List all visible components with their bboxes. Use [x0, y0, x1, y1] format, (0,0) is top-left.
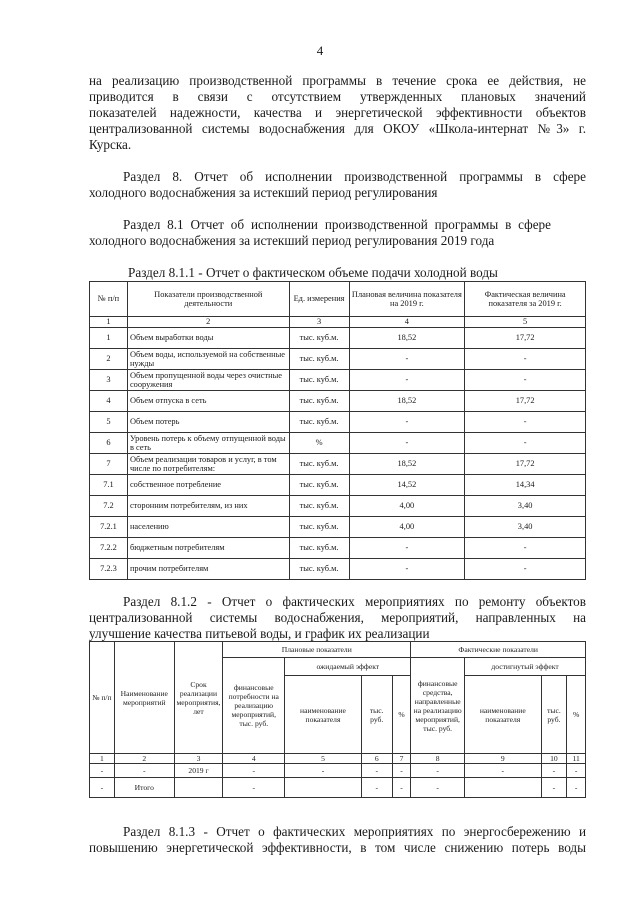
indicator-name: Объем пропущенной воды через очистные сооружения — [127, 370, 289, 391]
unit: тыс. куб.м. — [289, 538, 349, 559]
header-thous-rub: тыс. руб. — [361, 676, 392, 754]
header-cell: Ед. измерения — [289, 282, 349, 317]
fact-value: 17,72 — [465, 328, 586, 349]
unit: тыс. куб.м. — [289, 517, 349, 538]
table-body — [90, 754, 586, 798]
fact-value: - — [465, 433, 586, 454]
indicator-name: Объем выработки воды — [127, 328, 289, 349]
header-cell: Плановая величина показателя на 2019 г. — [349, 282, 465, 317]
column-number-row — [90, 317, 586, 328]
column-number-row — [90, 754, 586, 764]
table-row — [90, 496, 586, 517]
plan-value: 14,52 — [349, 475, 465, 496]
indicator-name: населению — [127, 517, 289, 538]
header-indicator-name: наименование показателя — [465, 676, 541, 754]
header-indicator-name: наименование показателя — [285, 676, 361, 754]
table-row — [90, 454, 586, 475]
table-cell: - — [411, 778, 465, 798]
column-number: 3 — [289, 317, 349, 328]
section-8-heading-cont: холодного водоснабжения за истекший период регулирования — [89, 185, 438, 200]
table-row — [90, 349, 586, 370]
table-cell — [465, 778, 541, 798]
table-cell: 6 — [361, 754, 392, 764]
table-cell: 8 — [411, 754, 465, 764]
indicator-name: Уровень потерь к объему отпущенной воды в сеть — [127, 433, 289, 454]
fact-value: - — [465, 370, 586, 391]
row-number: 7 — [90, 454, 128, 475]
fact-value: - — [465, 559, 586, 580]
section-8-1-2-heading: Раздел 8.1.2 - Отчет о фактических мероприятиях по ремонту объектов — [123, 594, 586, 609]
table-row — [90, 764, 586, 778]
row-number: 7.2.2 — [90, 538, 128, 559]
table-row — [90, 391, 586, 412]
unit: тыс. куб.м. — [289, 475, 349, 496]
indicator-name: Объем воды, используемой на собственные нужды — [127, 349, 289, 370]
table-cell: - — [411, 764, 465, 778]
table-cell: 5 — [285, 754, 361, 764]
row-number: 7.2 — [90, 496, 128, 517]
table-row — [90, 559, 586, 580]
table-header-row — [90, 282, 586, 317]
indicator-name: прочим потребителям — [127, 559, 289, 580]
row-number: 6 — [90, 433, 128, 454]
header-fact: Фактические показатели — [411, 642, 586, 658]
indicator-name: бюджетным потребителям — [127, 538, 289, 559]
total-row — [90, 778, 586, 798]
row-number: 7.2.1 — [90, 517, 128, 538]
table-row — [90, 517, 586, 538]
header-cell: № п/п — [90, 282, 128, 317]
table-row — [90, 370, 586, 391]
intro-line: Курска. — [89, 137, 132, 152]
fact-value: - — [465, 538, 586, 559]
table-cell: - — [567, 764, 586, 778]
header-percent: % — [567, 676, 586, 754]
header-expected-effect: ожидаемый эффект — [285, 658, 411, 676]
plan-value: - — [349, 412, 465, 433]
unit: тыс. куб.м. — [289, 496, 349, 517]
row-number: 3 — [90, 370, 128, 391]
column-number: 1 — [90, 317, 128, 328]
table-cell: 4 — [223, 754, 285, 764]
table-cell: 3 — [174, 754, 223, 764]
unit: тыс. куб.м. — [289, 454, 349, 475]
plan-value: 18,52 — [349, 454, 465, 475]
header-percent: % — [392, 676, 411, 754]
plan-value: 18,52 — [349, 328, 465, 349]
table-cell: 2019 г — [174, 764, 223, 778]
section-8-1-heading: Раздел 8.1 Отчет об исполнении производственной программы в сфере — [123, 217, 551, 232]
section-8-1-heading-cont: холодного водоснабжения за истекший период регулирования 2019 года — [89, 233, 495, 248]
table-cell: - — [114, 764, 174, 778]
intro-line: показателей надежности, качества и энергетической эффективности объектов — [89, 105, 586, 120]
table-cell: - — [541, 778, 567, 798]
row-number: 1 — [90, 328, 128, 349]
table-cell: 7 — [392, 754, 411, 764]
section-8-1-3-heading: Раздел 8.1.3 - Отчет о фактических мероприятиях по энергосбережению и — [123, 824, 586, 839]
row-number: 5 — [90, 412, 128, 433]
table-cell: - — [392, 764, 411, 778]
unit: тыс. куб.м. — [289, 559, 349, 580]
table-cell: - — [361, 764, 392, 778]
header-cell: Фактическая величина показателя за 2019 г. — [465, 282, 586, 317]
table-cell: 9 — [465, 754, 541, 764]
table-cell: - — [285, 764, 361, 778]
intro-line: централизованной системы водоснабжения для ОКОУ «Школа-интернат №3» г. — [89, 121, 586, 136]
table-cell: - — [465, 764, 541, 778]
indicator-name: Объем реализации товаров и услуг, в том числе по потребителям: — [127, 454, 289, 475]
header-plan-finance: финансовые потребности на реализацию мероприятий, тыс. руб. — [223, 658, 285, 754]
unit: тыс. куб.м. — [289, 412, 349, 433]
row-number: 7.2.3 — [90, 559, 128, 580]
fact-value: - — [465, 412, 586, 433]
table-row — [90, 538, 586, 559]
fact-value: 17,72 — [465, 454, 586, 475]
plan-value: 4,00 — [349, 517, 465, 538]
plan-value: - — [349, 349, 465, 370]
table-cell: 11 — [567, 754, 586, 764]
section-8-heading: Раздел 8. Отчет об исполнении производственной программы в сфере — [123, 169, 586, 184]
plan-value: 18,52 — [349, 391, 465, 412]
plan-value: 4,00 — [349, 496, 465, 517]
row-number: 7.1 — [90, 475, 128, 496]
table-cell — [285, 778, 361, 798]
fact-value: 14,34 — [465, 475, 586, 496]
plan-value: - — [349, 559, 465, 580]
table-row — [90, 412, 586, 433]
table-cell: - — [361, 778, 392, 798]
indicator-name: Объем отпуска в сеть — [127, 391, 289, 412]
row-number: 2 — [90, 349, 128, 370]
header-fact-finance: финансовые средства, направленные на реализацию мероприятий, тыс. руб. — [411, 658, 465, 754]
table-row — [90, 475, 586, 496]
table-cell: 1 — [90, 754, 115, 764]
header-num: № п/п — [90, 642, 115, 754]
table-row — [90, 328, 586, 349]
repair-measures-table — [89, 641, 586, 798]
column-number: 5 — [465, 317, 586, 328]
indicator-name: собственное потребление — [127, 475, 289, 496]
header-cell: Показатели производственной деятельности — [127, 282, 289, 317]
table-row — [90, 433, 586, 454]
unit: тыс. куб.м. — [289, 349, 349, 370]
fact-value: 17,72 — [465, 391, 586, 412]
header-name: Наименование мероприятий — [114, 642, 174, 754]
unit: тыс. куб.м. — [289, 370, 349, 391]
header-term: Срок реализации мероприятия, лет — [174, 642, 223, 754]
table1-caption: Раздел 8.1.1 - Отчет о фактическом объеме подачи холодной воды — [128, 265, 498, 280]
unit: % — [289, 433, 349, 454]
unit: тыс. куб.м. — [289, 391, 349, 412]
fact-value: 3,40 — [465, 496, 586, 517]
header-plan: Плановые показатели — [223, 642, 411, 658]
fact-value: - — [465, 349, 586, 370]
table-cell: - — [223, 764, 285, 778]
table-cell: - — [90, 778, 115, 798]
table-cell: - — [223, 778, 285, 798]
table-cell: 10 — [541, 754, 567, 764]
section-8-1-3-heading-cont: повышению энергетической эффективности, в том числе снижению потерь воды — [89, 840, 586, 855]
table-cell: - — [90, 764, 115, 778]
fact-value: 3,40 — [465, 517, 586, 538]
plan-value: - — [349, 538, 465, 559]
table-cell: - — [567, 778, 586, 798]
table-body — [90, 328, 586, 580]
header-achieved-effect: достигнутый эффект — [465, 658, 586, 676]
section-8-1-2-heading-cont: централизованной системы водоснабжения, мероприятий, направленных на — [89, 610, 586, 625]
water-volume-table — [89, 281, 586, 580]
table-cell — [174, 778, 223, 798]
header-thous-rub: тыс. руб. — [541, 676, 567, 754]
page-number: 4 — [316, 43, 324, 58]
indicator-name: Объем потерь — [127, 412, 289, 433]
unit: тыс. куб.м. — [289, 328, 349, 349]
table-cell: - — [392, 778, 411, 798]
table-cell: - — [541, 764, 567, 778]
intro-line: приводится в связи с отсутствием утвержденных плановых значений — [89, 89, 586, 104]
indicator-name: сторонним потребителям, из них — [127, 496, 289, 517]
plan-value: - — [349, 370, 465, 391]
row-number: 4 — [90, 391, 128, 412]
plan-value: - — [349, 433, 465, 454]
table-cell: 2 — [114, 754, 174, 764]
intro-line: на реализацию производственной программы в течение срока ее действия, не — [89, 73, 586, 88]
column-number: 2 — [127, 317, 289, 328]
column-number: 4 — [349, 317, 465, 328]
table-cell: Итого — [114, 778, 174, 798]
section-8-1-2-heading-cont: улучшение качества питьевой воды, и график их реализации — [89, 626, 430, 641]
